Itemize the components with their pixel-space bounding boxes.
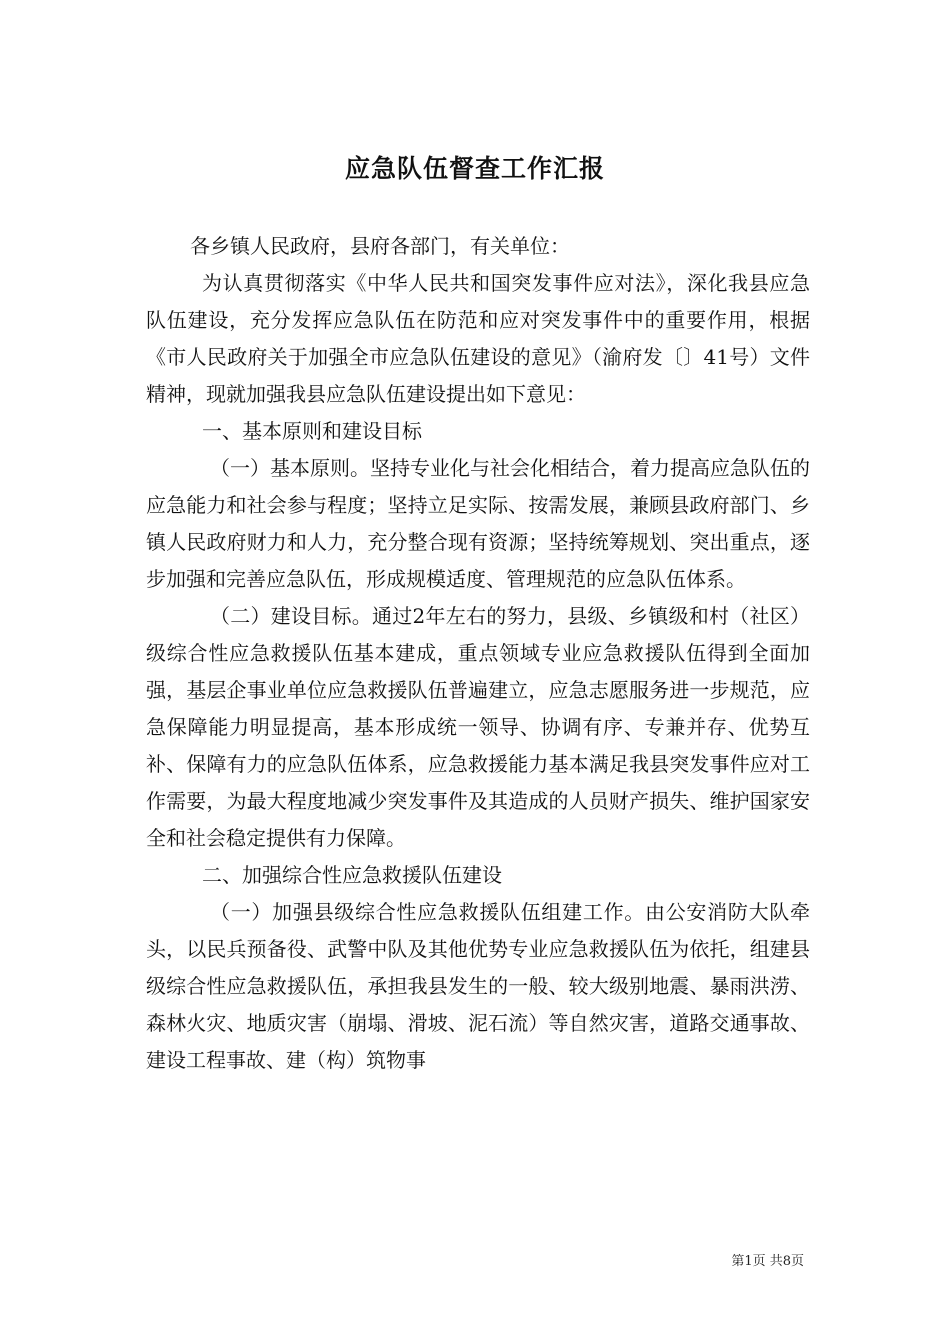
principles-paragraph: （一）基本原则。坚持专业化与社会化相结合，着力提高应急队伍的应急能力和社会参与程度；坚持立足实际、按需发展，兼顾县政府部门、乡镇人民政府财力和人力，充分整合现有资源；坚持统筹规划、突出重点，逐步加强和完善应急队伍，形成规模适度、管理规范的应急队伍体系。 — [146, 456, 810, 591]
document-title: 应急队伍督查工作汇报 — [344, 153, 605, 183]
section-heading-2: 二、加强综合性应急救援队伍建设 — [202, 863, 502, 887]
salutation-paragraph: 各乡镇人民政府，县府各部门，有关单位： — [190, 234, 570, 258]
goals-paragraph: （二）建设目标。通过2年左右的努力，县级、乡镇级和村（社区）级综合性应急救援队伍基本建成，重点领域专业应急救援队伍得到全面加强，基层企事业单位应急救援队伍普遍建立，应急志愿服务进一步规范，应急保障能力明显提高，基本形成统一领导、协调有序、专兼并存、优势互补、保障有力的应急队伍体系，应急救援能力基本满足我县突发事件应对工作需要，为最大程度地减少突发事件及其造成的人员财产损失、维护国家安全和社会稳定提供有力保障。 — [146, 604, 810, 850]
document-body — [146, 228, 810, 1079]
section-heading-1: 一、基本原则和建设目标 — [202, 419, 422, 443]
intro-paragraph: 为认真贯彻落实《中华人民共和国突发事件应对法》，深化我县应急队伍建设，充分发挥应急队伍在防范和应对突发事件中的重要作用，根据《市人民政府关于加强全市应急队伍建设的意见》（渝府发〔〕41号）文件精神，现就加强我县应急队伍建设提出如下意见： — [146, 271, 810, 406]
page-number: 第1页 共8页 — [731, 1254, 804, 1269]
county-team-paragraph: （一）加强县级综合性应急救援队伍组建工作。由公安消防大队牵头，以民兵预备役、武警中队及其他优势专业应急救援队伍为依托，组建县级综合性应急救援队伍，承担我县发生的一般、较大级别地震、暴雨洪涝、森林火灾、地质灾害（崩塌、滑坡、泥石流）等自然灾害，道路交通事故、建设工程事故、建（构）筑物事 — [146, 900, 810, 1072]
